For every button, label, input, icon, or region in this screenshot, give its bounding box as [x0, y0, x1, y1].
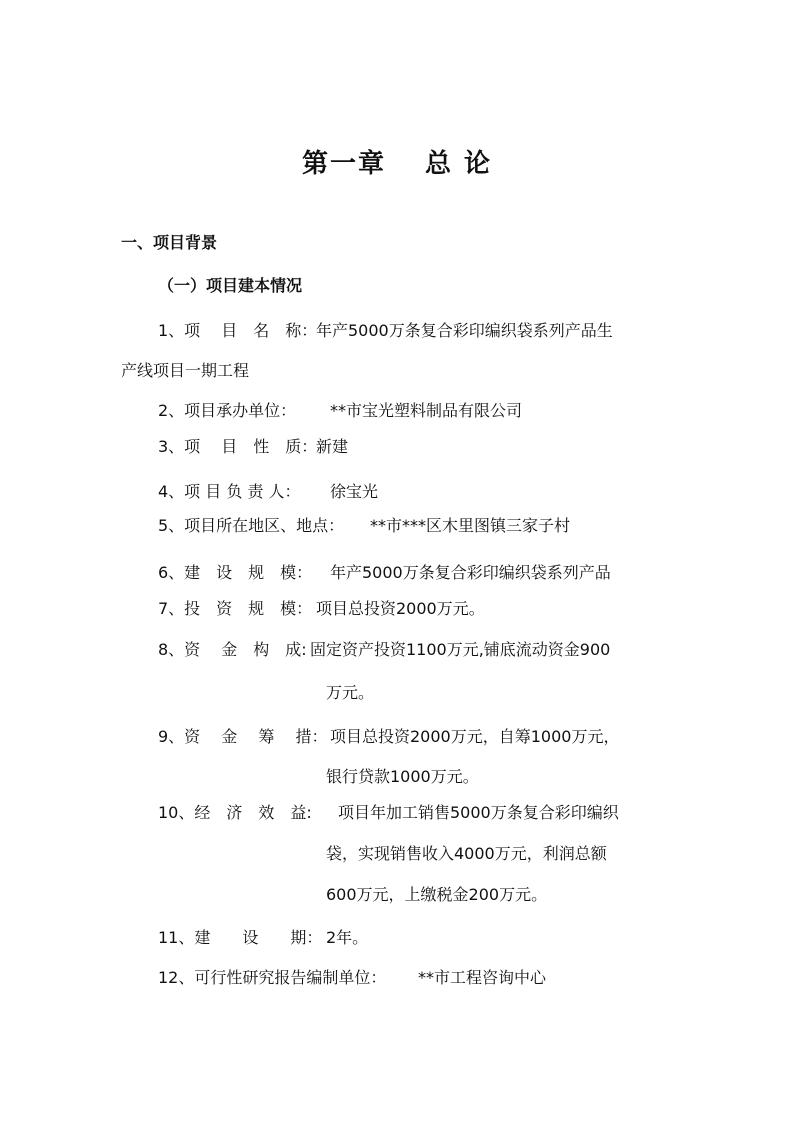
subsection-heading: （一）项目建本情况	[158, 276, 303, 295]
item-8-continuation: 万元。	[326, 683, 375, 702]
item-10-continuation: 袋，实现销售收入4000万元，利润总额	[326, 844, 607, 863]
section-heading: 一、项目背景	[121, 233, 218, 252]
item-6-value: 年产5000万条复合彩印编织袋系列产品	[330, 563, 611, 582]
item-5-value: **市***区木里图镇三家子村	[370, 516, 571, 535]
chapter-title: 第一章 总 论	[301, 149, 493, 179]
item-9-continuation: 银行贷款1000万元。	[326, 767, 479, 786]
item-1-value: 年产5000万条复合彩印编织袋系列产品生	[316, 321, 613, 340]
item-3-value: 新建	[316, 437, 349, 456]
item-9-label: 9、资 金 筹 措：	[158, 727, 328, 746]
item-5-label: 5、项目所在地区、地点：	[158, 516, 345, 535]
item-12-value: **市工程咨询中心	[418, 968, 547, 987]
item-6-label: 6、建 设 规 模：	[158, 563, 313, 582]
item-1-label: 1、项 目 名 称：	[158, 321, 318, 340]
item-8-label: 8、资 金 构 成:	[158, 640, 307, 659]
item-10-label: 10、经 济 效 益:	[158, 803, 312, 822]
item-1-continuation: 产线项目一期工程	[121, 361, 250, 380]
item-8-value: 固定资产投资1100万元,铺底流动资金900	[310, 640, 611, 659]
item-7-label: 7、投 资 规 模：	[158, 599, 313, 618]
item-9-value: 项目总投资2000万元，自筹1000万元，	[330, 727, 620, 746]
item-3-label: 3、项 目 性 质：	[158, 437, 318, 456]
item-4-label: 4、项 目 负 责 人：	[158, 482, 301, 501]
item-12-label: 12、可行性研究报告编制单位：	[158, 968, 387, 987]
item-2-value: **市宝光塑料制品有限公司	[330, 401, 523, 420]
item-7-value: 项目总投资2000万元。	[316, 599, 485, 618]
item-11-value: 2年。	[326, 928, 369, 947]
item-10-value: 项目年加工销售5000万条复合彩印编织	[338, 803, 619, 822]
item-2-label: 2、项目承办单位：	[158, 401, 297, 420]
item-10-continuation-2: 600万元，上缴税金200万元。	[326, 885, 548, 904]
item-4-value: 徐宝光	[330, 482, 379, 501]
item-11-label: 11、建 设 期：	[158, 928, 323, 947]
